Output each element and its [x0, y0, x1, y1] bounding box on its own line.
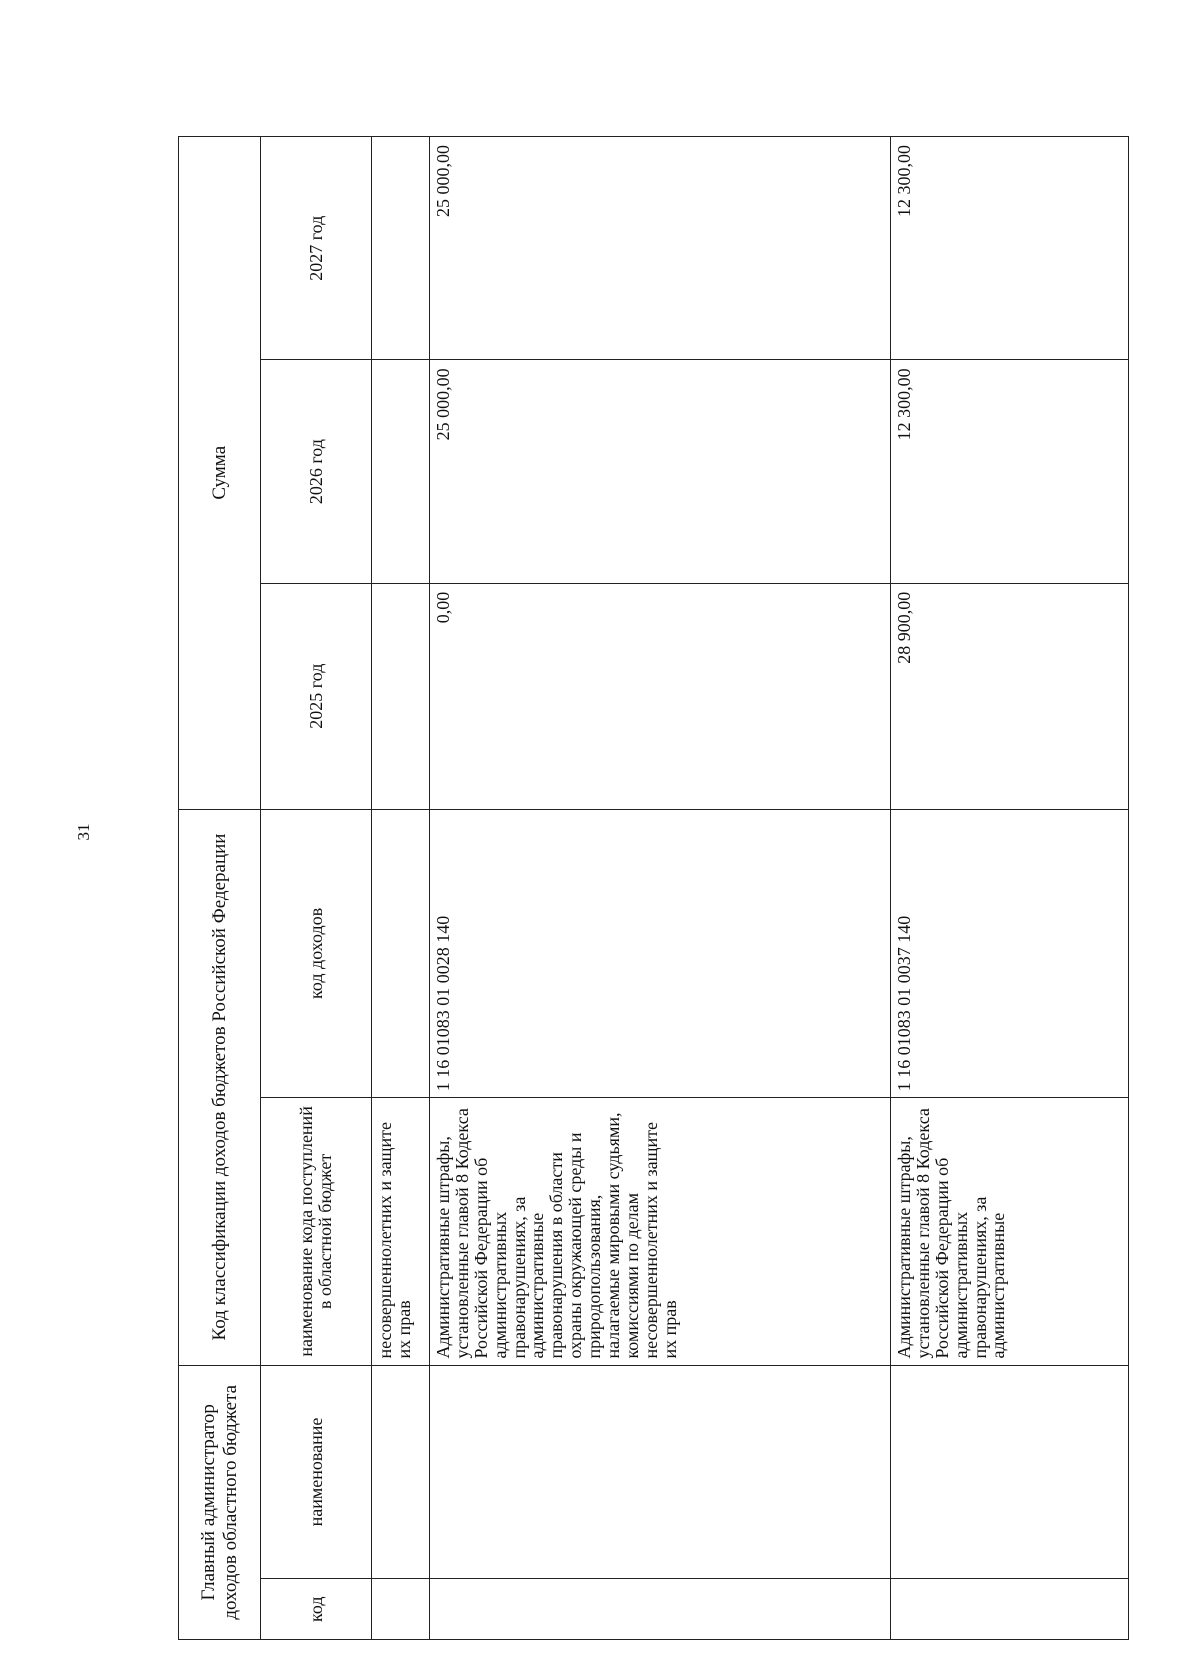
year-2026-header: 2026 год [261, 360, 372, 583]
income-name-header: наименование кода поступлений в областной бюджет [261, 1098, 372, 1365]
table-row [430, 137, 891, 1640]
row-value-2027: 25 000,00 [430, 137, 891, 360]
row-admin-code [891, 1579, 1129, 1640]
page-number: 31 [74, 823, 93, 841]
table-row [372, 137, 430, 1640]
admin-name-header: наименование [261, 1365, 372, 1579]
row-value-2025 [372, 583, 430, 809]
income-code-header: код доходов [261, 809, 372, 1098]
row-value-2027: 12 300,00 [891, 137, 1129, 360]
row-value-2025: 28 900,00 [891, 583, 1129, 809]
admin-code-header: код [261, 1579, 372, 1640]
year-2025-header: 2025 год [261, 583, 372, 809]
admin-group-header: Главный администратор доходов областного бюджета [179, 1365, 261, 1639]
row-value-2026: 25 000,00 [430, 360, 891, 583]
classification-group-header: Код классификации доходов бюджетов Российской Федерации [179, 809, 261, 1365]
row-income-code: 1 16 01083 01 0037 140 [891, 809, 1129, 1098]
row-admin-name [372, 1365, 430, 1579]
row-admin-code [372, 1579, 430, 1640]
row-value-2025: 0,00 [430, 583, 891, 809]
row-value-2026 [372, 360, 430, 583]
row-admin-name [430, 1365, 891, 1579]
sum-group-header: Сумма [179, 137, 261, 810]
row-income-name: Административные штрафы, установленные главой 8 Кодекса Российской Федерации об административных правонарушениях, за административные [891, 1098, 1129, 1365]
row-admin-code [430, 1579, 891, 1640]
row-income-code: 1 16 01083 01 0028 140 [430, 809, 891, 1098]
header-row-columns [261, 137, 372, 1640]
year-2027-header: 2027 год [261, 137, 372, 360]
row-income-name: несовершеннолетних и защите их прав [372, 1098, 430, 1365]
row-value-2027 [372, 137, 430, 360]
row-value-2026: 12 300,00 [891, 360, 1129, 583]
row-admin-name [891, 1365, 1129, 1579]
table-row [891, 137, 1129, 1640]
revenue-table-rotated [178, 136, 1128, 1640]
row-income-name: Административные штрафы, установленные главой 8 Кодекса Российской Федерации об административных правонарушениях, за административные правонарушения в области охраны окружающей среды и природопользования, налагаемые мировыми судьями, комиссиями по делам несовершеннолетних и защите их прав [430, 1098, 891, 1365]
header-row-groups [179, 137, 261, 1640]
revenue-table [178, 136, 1129, 1640]
row-income-code [372, 809, 430, 1098]
